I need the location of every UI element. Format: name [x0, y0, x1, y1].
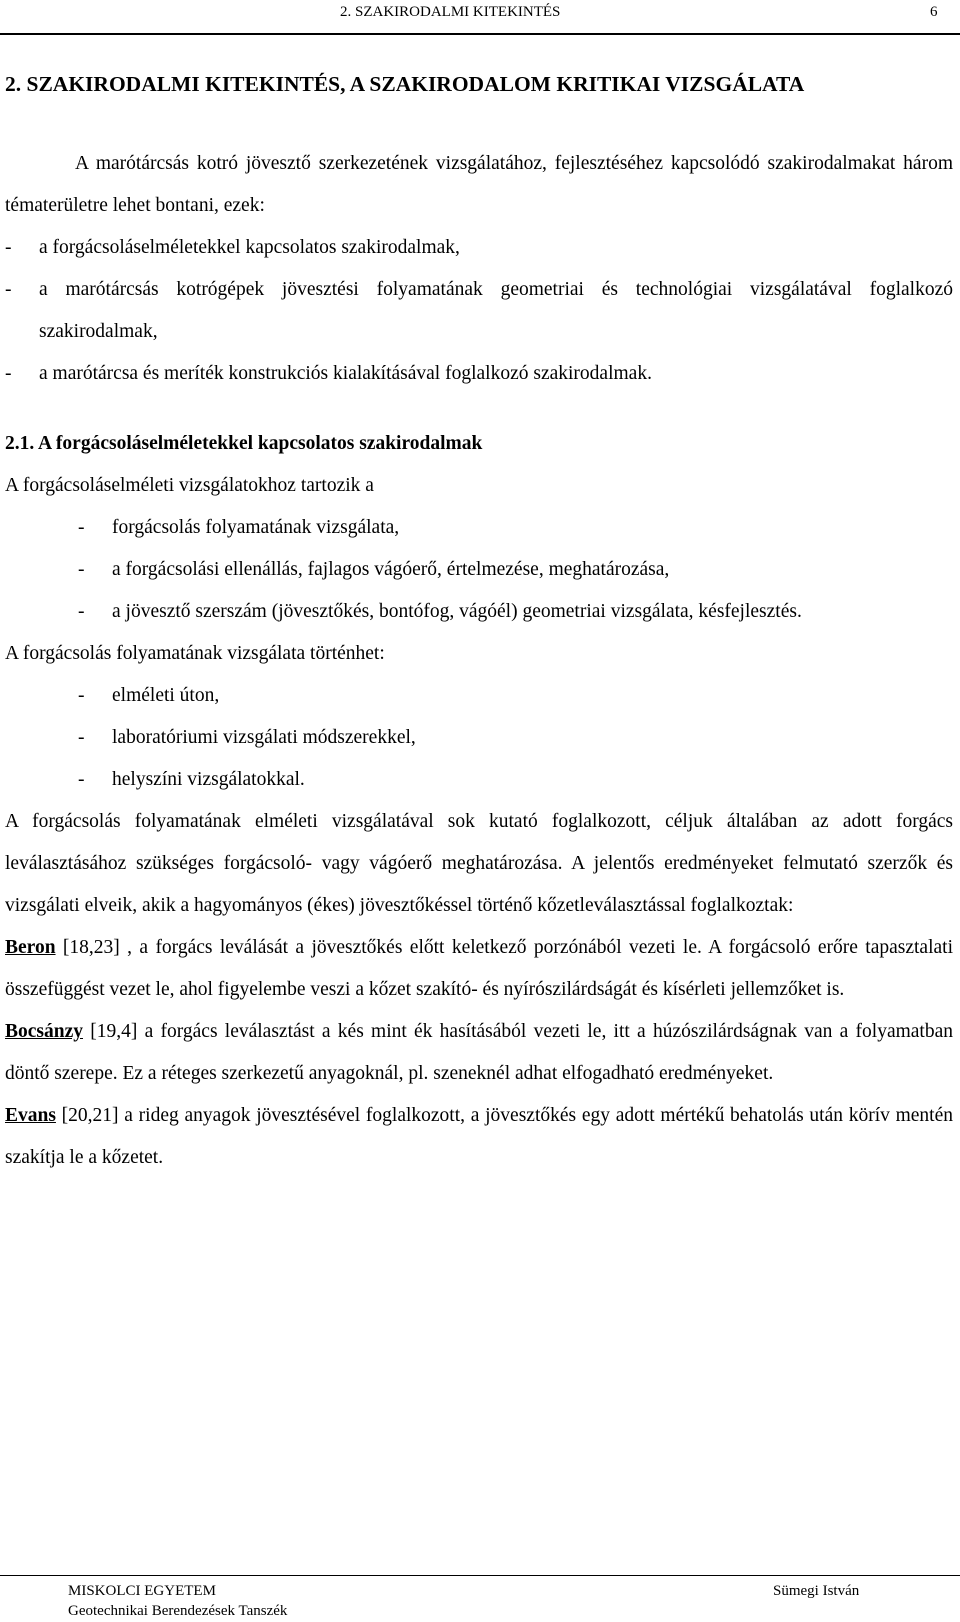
- author-name: Bocsánzy: [5, 1021, 83, 1042]
- reference-paragraph: Bocsánzy [19,4] a forgács leválasztást a kés mint ék hasításából vezeti le, itt a húzószilárdságnak van a folyamatban döntő szerepe. Ez a réteges szerkezetű anyagoknál, pl. szeneknél adhat elfogadható eredményeket.: [5, 1021, 953, 1084]
- methods-lead: A forgácsolás folyamatának vizsgálata történhet:: [5, 643, 385, 664]
- page-header: [0, 0, 960, 30]
- intro-paragraph: A marótárcsás kotró jövesztő szerkezetének vizsgálatához, fejlesztéséhez kapcsolódó szakirodalmakat három tématerületre lehet bontani, ezek:: [5, 153, 953, 216]
- list-item: - a marótárcsás kotrógépek jövesztési folyamatának geometriai és technológiai vizsgálatával foglalkozó szakirodalmak,: [5, 279, 953, 342]
- running-header-title: 2. SZAKIRODALMI KITEKINTÉS: [340, 4, 561, 20]
- list-item: - a marótárcsa és meríték konstrukciós kialakításával foglalkozó szakirodalmak.: [5, 363, 652, 384]
- author-name: Beron: [5, 937, 56, 958]
- department-name: Geotechnikai Berendezések Tanszék: [68, 1603, 288, 1619]
- list-item: - a forgácsoláselméletekkel kapcsolatos szakirodalmak,: [5, 237, 460, 258]
- section-heading: 2.1. A forgácsoláselméletekkel kapcsolatos szakirodalmak: [5, 433, 483, 454]
- header-rule: [0, 33, 960, 35]
- section-lead: A forgácsoláselméleti vizsgálatokhoz tartozik a: [5, 475, 374, 496]
- list-item: - a forgácsolási ellenállás, fajlagos vágóerő, értelmezése, meghatározása,: [78, 559, 670, 580]
- reference-paragraph: Beron [18,23] , a forgács leválását a jövesztőkés előtt keletkező porzónából vezeti le. A forgácsoló erőre tapasztalati összefüggést vezet le, ahol figyelembe veszi a kőzet szakító- és nyírószilárdságát és kísérleti jellemzőket is.: [5, 937, 953, 1000]
- methods-list: [5, 675, 953, 801]
- list-item: - elméleti úton,: [78, 685, 220, 706]
- analysis-list: [5, 507, 953, 633]
- topic-list: [5, 227, 953, 395]
- list-item: - helyszíni vizsgálatokkal.: [78, 769, 305, 790]
- reference-paragraph: Evans [20,21] a rideg anyagok jövesztésével foglalkozott, a jövesztőkés egy adott mértékű behatolás után körív mentén szakítja le a kőzetet.: [5, 1105, 953, 1168]
- footer-institution-block: [68, 1581, 287, 1621]
- theory-paragraph: A forgácsolás folyamatának elméleti vizsgálatával sok kutató foglalkozott, céljuk általában az adott forgács leválasztásához szükséges forgácsoló- vagy vágóerő meghatározása. A jelentős eredményeket felmutató szerzők és vizsgálati elveik, akik a hagyományos (ékes) jövesztőkéssel történő kőzetleválasztással foglalkoztak:: [5, 811, 953, 916]
- page-number: 6: [930, 4, 938, 20]
- author-name: Evans: [5, 1105, 56, 1126]
- page-body: [5, 72, 953, 1179]
- list-item: - forgácsolás folyamatának vizsgálata,: [78, 517, 400, 538]
- list-item: - laboratóriumi vizsgálati módszerekkel,: [78, 727, 416, 748]
- list-item: - a jövesztő szerszám (jövesztőkés, bontófog, vágóél) geometriai vizsgálata, késfejlesztés.: [78, 601, 802, 622]
- footer-rule: [0, 1575, 960, 1576]
- footer-author: Sümegi István: [773, 1583, 860, 1599]
- institution-name: MISKOLCI EGYETEM: [68, 1583, 216, 1599]
- chapter-title: 2. SZAKIRODALMI KITEKINTÉS, A SZAKIRODALOM KRITIKAI VIZSGÁLATA: [5, 72, 805, 96]
